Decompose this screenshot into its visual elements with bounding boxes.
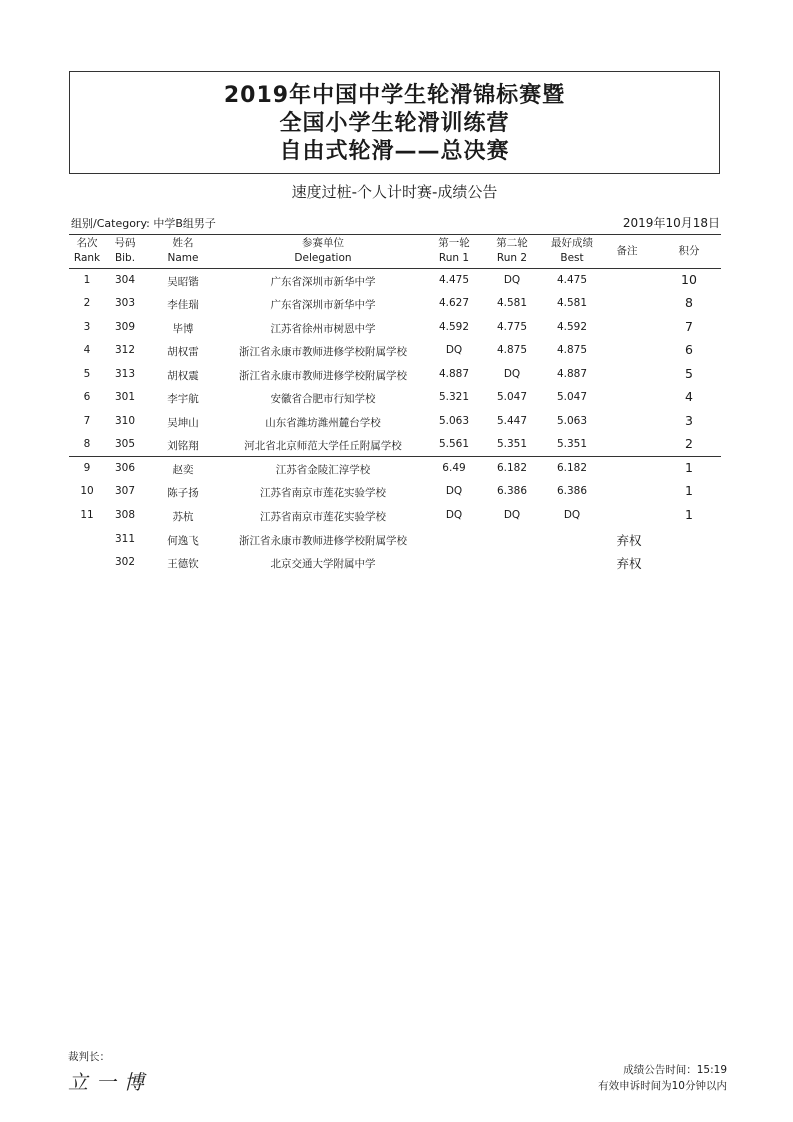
col-rank-en: Rank — [73, 252, 101, 264]
cell-run2: 5.351 — [496, 438, 528, 450]
cell-bib: 306 — [114, 462, 136, 474]
cell-run1: 6.49 — [442, 462, 466, 474]
cell-name: 王德钦 — [167, 558, 199, 570]
cell-run1: 5.561 — [438, 438, 470, 450]
table-row — [0, 364, 793, 386]
table-row — [0, 505, 793, 527]
col-header-run1 — [431, 236, 477, 266]
cell-run1: 4.475 — [438, 274, 470, 286]
cell-delegation: 江苏省南京市莲花实验学校 — [260, 487, 386, 499]
title-line-2: 全国小学生轮滑训练营 — [279, 111, 510, 136]
cell-points: 4 — [685, 389, 693, 404]
cell-run1: 4.592 — [438, 321, 470, 333]
cell-bib: 311 — [114, 533, 136, 545]
cell-rank: 8 — [83, 438, 91, 450]
cell-name: 吴昭锴 — [167, 276, 199, 288]
col-header-run2 — [489, 236, 535, 266]
cell-points: 5 — [685, 366, 693, 381]
table-row — [0, 387, 793, 409]
table-row — [0, 317, 793, 339]
cell-points: 8 — [685, 295, 693, 310]
col-bib-cn: 号码 — [114, 237, 136, 249]
cell-name: 李宇航 — [167, 393, 199, 405]
col-header-delegation — [233, 236, 413, 266]
cell-best: 4.592 — [556, 321, 588, 333]
cell-bib: 310 — [114, 415, 136, 427]
cell-note: 弃权 — [616, 556, 642, 571]
col-del-en: Delegation — [294, 252, 352, 264]
cell-best: 6.182 — [556, 462, 588, 474]
cell-name: 陈子扬 — [167, 487, 199, 499]
cell-name: 刘铭翔 — [167, 440, 199, 452]
title-line-3: 自由式轮滑——总决赛 — [279, 139, 510, 164]
col-best-cn: 最好成绩 — [551, 237, 593, 249]
cell-points: 2 — [685, 436, 693, 451]
cell-best: 4.475 — [556, 274, 588, 286]
cell-bib: 309 — [114, 321, 136, 333]
cell-run1: DQ — [445, 509, 463, 521]
cell-delegation: 河北省北京师范大学任丘附属学校 — [244, 440, 402, 452]
table-row — [0, 411, 793, 433]
cell-bib: 313 — [114, 368, 136, 380]
cell-delegation: 广东省深圳市新华中学 — [270, 299, 376, 311]
col-name-cn: 姓名 — [172, 237, 194, 249]
table-header-rule — [69, 268, 721, 269]
cell-run2: 5.047 — [496, 391, 528, 403]
cell-delegation: 广东省深圳市新华中学 — [270, 276, 376, 288]
col-header-bib — [108, 236, 142, 266]
cell-name: 吴坤山 — [167, 417, 199, 429]
cell-best: 4.875 — [556, 344, 588, 356]
cell-name: 胡权震 — [167, 370, 199, 382]
cell-points: 1 — [685, 507, 693, 522]
table-row — [0, 270, 793, 292]
category-label: 组别/Category: 中学B组男子 — [71, 217, 216, 230]
cell-best: 4.887 — [556, 368, 588, 380]
cell-bib: 308 — [114, 509, 136, 521]
cell-name: 毕博 — [172, 323, 194, 335]
cell-points: 7 — [685, 319, 693, 334]
cell-run2: 5.447 — [496, 415, 528, 427]
cell-rank: 10 — [80, 485, 94, 497]
cell-name: 何逸飞 — [167, 535, 199, 547]
table-row — [0, 552, 793, 574]
cell-run2: DQ — [503, 368, 521, 380]
cell-best: 5.063 — [556, 415, 588, 427]
cell-run2: 6.386 — [496, 485, 528, 497]
cell-run1: 5.063 — [438, 415, 470, 427]
cell-bib: 305 — [114, 438, 136, 450]
title-line-1: 2019年中国中学生轮滑锦标赛暨 — [223, 83, 566, 108]
cell-delegation: 江苏省徐州市树恩中学 — [270, 323, 376, 335]
cell-delegation: 浙江省永康市教师进修学校附属学校 — [239, 535, 407, 547]
cell-name: 赵奕 — [172, 464, 194, 476]
cell-name: 李佳瑞 — [167, 299, 199, 311]
table-row — [0, 340, 793, 362]
cell-rank: 3 — [83, 321, 91, 333]
cell-note: 弃权 — [616, 533, 642, 548]
cell-bib: 303 — [114, 297, 136, 309]
table-row — [0, 458, 793, 480]
cell-best: 4.581 — [556, 297, 588, 309]
cell-run1: 4.627 — [438, 297, 470, 309]
cell-run2: 6.182 — [496, 462, 528, 474]
cell-best: 5.047 — [556, 391, 588, 403]
cell-rank: 1 — [83, 274, 91, 286]
cell-points: 10 — [681, 272, 697, 287]
cell-rank: 2 — [83, 297, 91, 309]
cell-best: 6.386 — [556, 485, 588, 497]
table-row — [0, 434, 793, 456]
cell-points: 1 — [685, 483, 693, 498]
cell-delegation: 山东省潍坊潍州麓台学校 — [265, 417, 381, 429]
cell-rank: 7 — [83, 415, 91, 427]
cell-run1: 4.887 — [438, 368, 470, 380]
col-run2-en: Run 2 — [496, 252, 528, 264]
col-header-points: 积分 — [678, 245, 700, 257]
cell-rank: 9 — [83, 462, 91, 474]
cell-delegation: 浙江省永康市教师进修学校附属学校 — [239, 370, 407, 382]
cell-run2: DQ — [503, 274, 521, 286]
col-header-name — [160, 236, 206, 266]
cell-best: DQ — [563, 509, 581, 521]
table-divider-rule — [69, 456, 721, 457]
table-top-rule — [69, 234, 721, 235]
cell-bib: 304 — [114, 274, 136, 286]
cell-bib: 302 — [114, 556, 136, 568]
col-run2-cn: 第二轮 — [496, 237, 528, 249]
col-best-en: Best — [560, 252, 584, 264]
title-box — [69, 71, 720, 174]
cell-rank: 6 — [83, 391, 91, 403]
col-del-cn: 参赛单位 — [302, 237, 344, 249]
referee-label: 裁判长： — [68, 1051, 110, 1063]
col-bib-en: Bib. — [114, 252, 136, 264]
cell-delegation: 安徽省合肥市行知学校 — [270, 393, 376, 405]
cell-name: 苏杭 — [172, 511, 194, 523]
col-name-en: Name — [167, 252, 199, 264]
cell-run2: 4.581 — [496, 297, 528, 309]
announcement-time: 成绩公告时间：15:19 — [623, 1064, 727, 1076]
cell-points: 3 — [685, 413, 693, 428]
cell-name: 胡权雷 — [167, 346, 199, 358]
col-header-best — [544, 236, 600, 266]
table-row — [0, 529, 793, 551]
referee-signature: 立一博 — [68, 1070, 152, 1094]
cell-run2: 4.875 — [496, 344, 528, 356]
cell-delegation: 江苏省金陵汇淳学校 — [275, 464, 371, 476]
date-label: 2019年10月18日 — [622, 216, 720, 230]
cell-bib: 312 — [114, 344, 136, 356]
cell-run1: DQ — [445, 344, 463, 356]
results-subtitle: 速度过桩-个人计时赛-成绩公告 — [291, 183, 498, 201]
cell-delegation: 江苏省南京市莲花实验学校 — [260, 511, 386, 523]
col-header-rank — [70, 236, 104, 266]
table-row — [0, 293, 793, 315]
appeal-note: 有效申诉时间为10分钟以内 — [598, 1080, 727, 1092]
cell-run2: 4.775 — [496, 321, 528, 333]
cell-rank: 5 — [83, 368, 91, 380]
cell-run1: 5.321 — [438, 391, 470, 403]
cell-delegation: 北京交通大学附属中学 — [270, 558, 376, 570]
cell-delegation: 浙江省永康市教师进修学校附属学校 — [239, 346, 407, 358]
cell-bib: 301 — [114, 391, 136, 403]
cell-bib: 307 — [114, 485, 136, 497]
cell-points: 6 — [685, 342, 693, 357]
col-rank-cn: 名次 — [76, 237, 98, 249]
col-run1-en: Run 1 — [438, 252, 470, 264]
cell-points: 1 — [685, 460, 693, 475]
cell-rank: 4 — [83, 344, 91, 356]
table-row — [0, 481, 793, 503]
col-header-note: 备注 — [616, 245, 638, 257]
cell-run1: DQ — [445, 485, 463, 497]
cell-rank: 11 — [80, 509, 94, 521]
cell-best: 5.351 — [556, 438, 588, 450]
col-run1-cn: 第一轮 — [438, 237, 470, 249]
cell-run2: DQ — [503, 509, 521, 521]
